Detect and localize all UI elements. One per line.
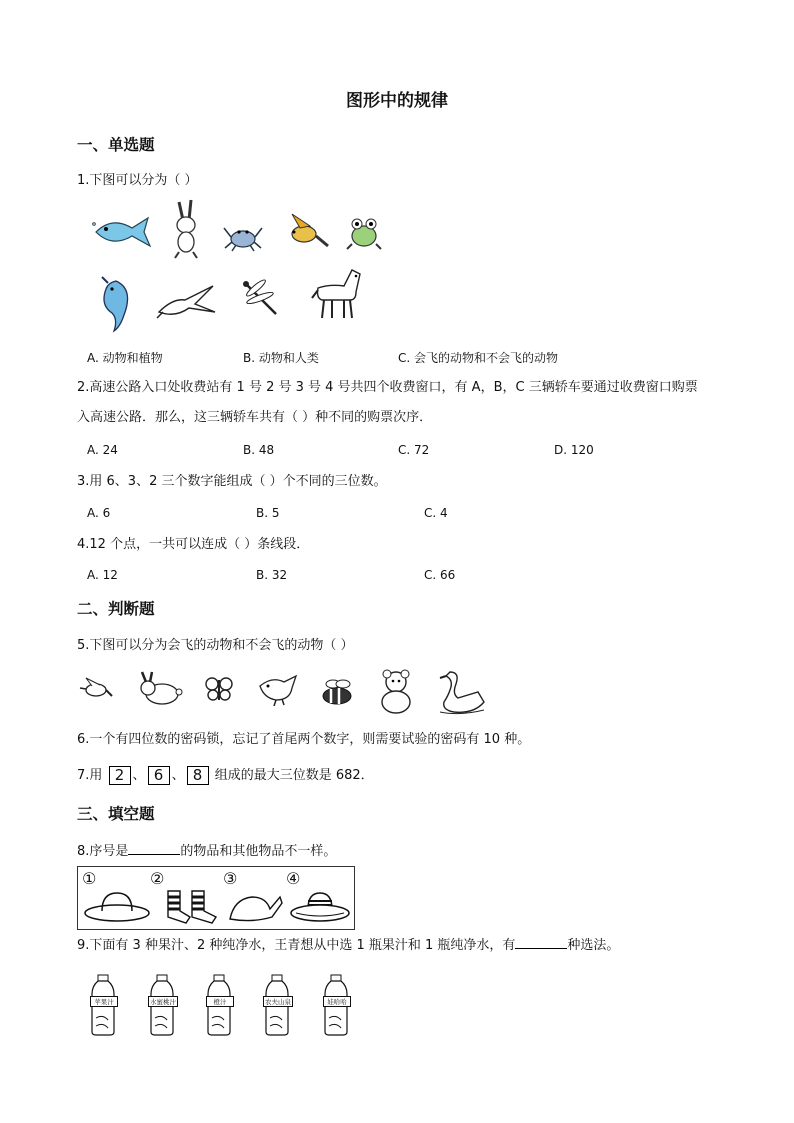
separator: 、: [132, 768, 146, 783]
question-1-option-b[interactable]: B. 动物和人类: [243, 351, 319, 365]
question-6-text: 6.一个有四位数的密码锁，忘记了首尾两个数字，则需要试验的密码有 10 种。: [77, 732, 531, 747]
question-3-text: 3.用 6、3、2 三个数字能组成（ ）个不同的三位数。: [77, 474, 387, 489]
question-3-option-c[interactable]: C. 4: [424, 506, 448, 520]
bee-icon: [317, 678, 357, 706]
question-8-prefix: 8.序号是: [77, 844, 129, 859]
question-8-figure: [77, 866, 355, 930]
question-4-option-b[interactable]: B. 32: [256, 568, 288, 582]
page-title: 图形中的规律: [346, 91, 448, 111]
label-4: ④: [286, 869, 301, 888]
rabbit-icon: [163, 198, 207, 260]
label-1: ①: [82, 869, 97, 888]
question-2-option-a[interactable]: A. 24: [87, 443, 118, 457]
frog-icon: [344, 212, 384, 250]
label-2: ②: [150, 869, 165, 888]
answer-blank[interactable]: [515, 936, 567, 949]
question-8-suffix: 的物品和其他物品不一样。: [180, 844, 337, 859]
answer-blank[interactable]: [128, 842, 180, 855]
question-2-option-d[interactable]: D. 120: [554, 443, 594, 457]
bear-icon: [374, 668, 418, 714]
question-2-option-b[interactable]: B. 48: [243, 443, 275, 457]
bottle-label: 苹果汁: [90, 996, 118, 1007]
hat-icon: [82, 889, 152, 925]
digit-card-6: 6: [148, 766, 170, 785]
fish-icon: [92, 214, 154, 250]
bottle-5: [321, 974, 351, 1036]
bottle-4: [262, 974, 292, 1036]
bottle-label: 橙汁: [206, 996, 234, 1007]
bird-icon: [78, 676, 114, 700]
bottle-label: 水蜜桃汁: [150, 998, 176, 1006]
parrot-icon: [254, 672, 300, 706]
straw-hat-icon: [288, 889, 352, 925]
digit-card-8: 8: [187, 766, 209, 785]
rabbit-icon: [134, 670, 184, 706]
section-heading-true-false: 二、判断题: [77, 600, 155, 618]
question-4-option-c[interactable]: C. 66: [424, 568, 456, 582]
label-3: ③: [223, 869, 238, 888]
question-5-text: 5.下图可以分为会飞的动物和不会飞的动物（ ）: [77, 638, 354, 653]
crab-icon: [222, 222, 264, 252]
bird-icon: [282, 210, 330, 250]
bottle-2: [147, 974, 177, 1036]
dolphin-icon: [94, 275, 140, 333]
question-2-text-line-1: 2.高速公路入口处收费站有 1 号 2 号 3 号 4 号共四个收费窗口，有 A，B，C 三辆轿车要通过收费窗口购票: [77, 380, 698, 395]
question-2-option-c[interactable]: C. 72: [398, 443, 430, 457]
question-9-prefix: 9.下面有 3 种果汁、2 种纯净水，王青想从中选 1 瓶果汁和 1 瓶纯净水，有: [77, 938, 516, 953]
bottle-3: [204, 974, 234, 1036]
question-4-text: 4.12 个点，一共可以连成（ ）条线段．: [77, 537, 310, 552]
swan-icon: [434, 668, 488, 716]
butterfly-icon: [204, 676, 234, 702]
question-8: [77, 841, 336, 863]
cap-icon: [226, 889, 286, 925]
question-7-prefix: 7.用: [77, 768, 103, 783]
question-7-suffix: 组成的最大三位数是 682．: [214, 768, 374, 783]
question-3-option-b[interactable]: B. 5: [256, 506, 280, 520]
question-9-suffix: 种选法。: [567, 938, 620, 953]
question-9: [77, 935, 619, 957]
bottle-1: [88, 974, 118, 1036]
horse-icon: [310, 264, 366, 322]
question-3-option-a[interactable]: A. 6: [87, 506, 111, 520]
section-heading-fill-in: 三、填空题: [77, 805, 155, 823]
swallow-icon: [155, 282, 217, 320]
question-1-option-c[interactable]: C. 会飞的动物和不会飞的动物: [398, 351, 559, 365]
digit-card-2: 2: [109, 766, 131, 785]
bottle-label: 农夫山泉: [265, 998, 291, 1006]
question-2-text-line-2: 入高速公路．那么，这三辆轿车共有（ ）种不同的购票次序．: [77, 410, 433, 425]
dragonfly-icon: [238, 278, 286, 322]
separator: 、: [171, 768, 185, 783]
question-7: [77, 765, 374, 787]
socks-icon: [162, 887, 222, 927]
question-1-option-a[interactable]: A. 动物和植物: [87, 351, 163, 365]
section-heading-single-choice: 一、单选题: [77, 136, 155, 154]
question-4-option-a[interactable]: A. 12: [87, 568, 118, 582]
question-1-text: 1.下图可以分为（ ）: [77, 173, 198, 188]
bottle-label: 娃哈哈: [323, 996, 351, 1007]
